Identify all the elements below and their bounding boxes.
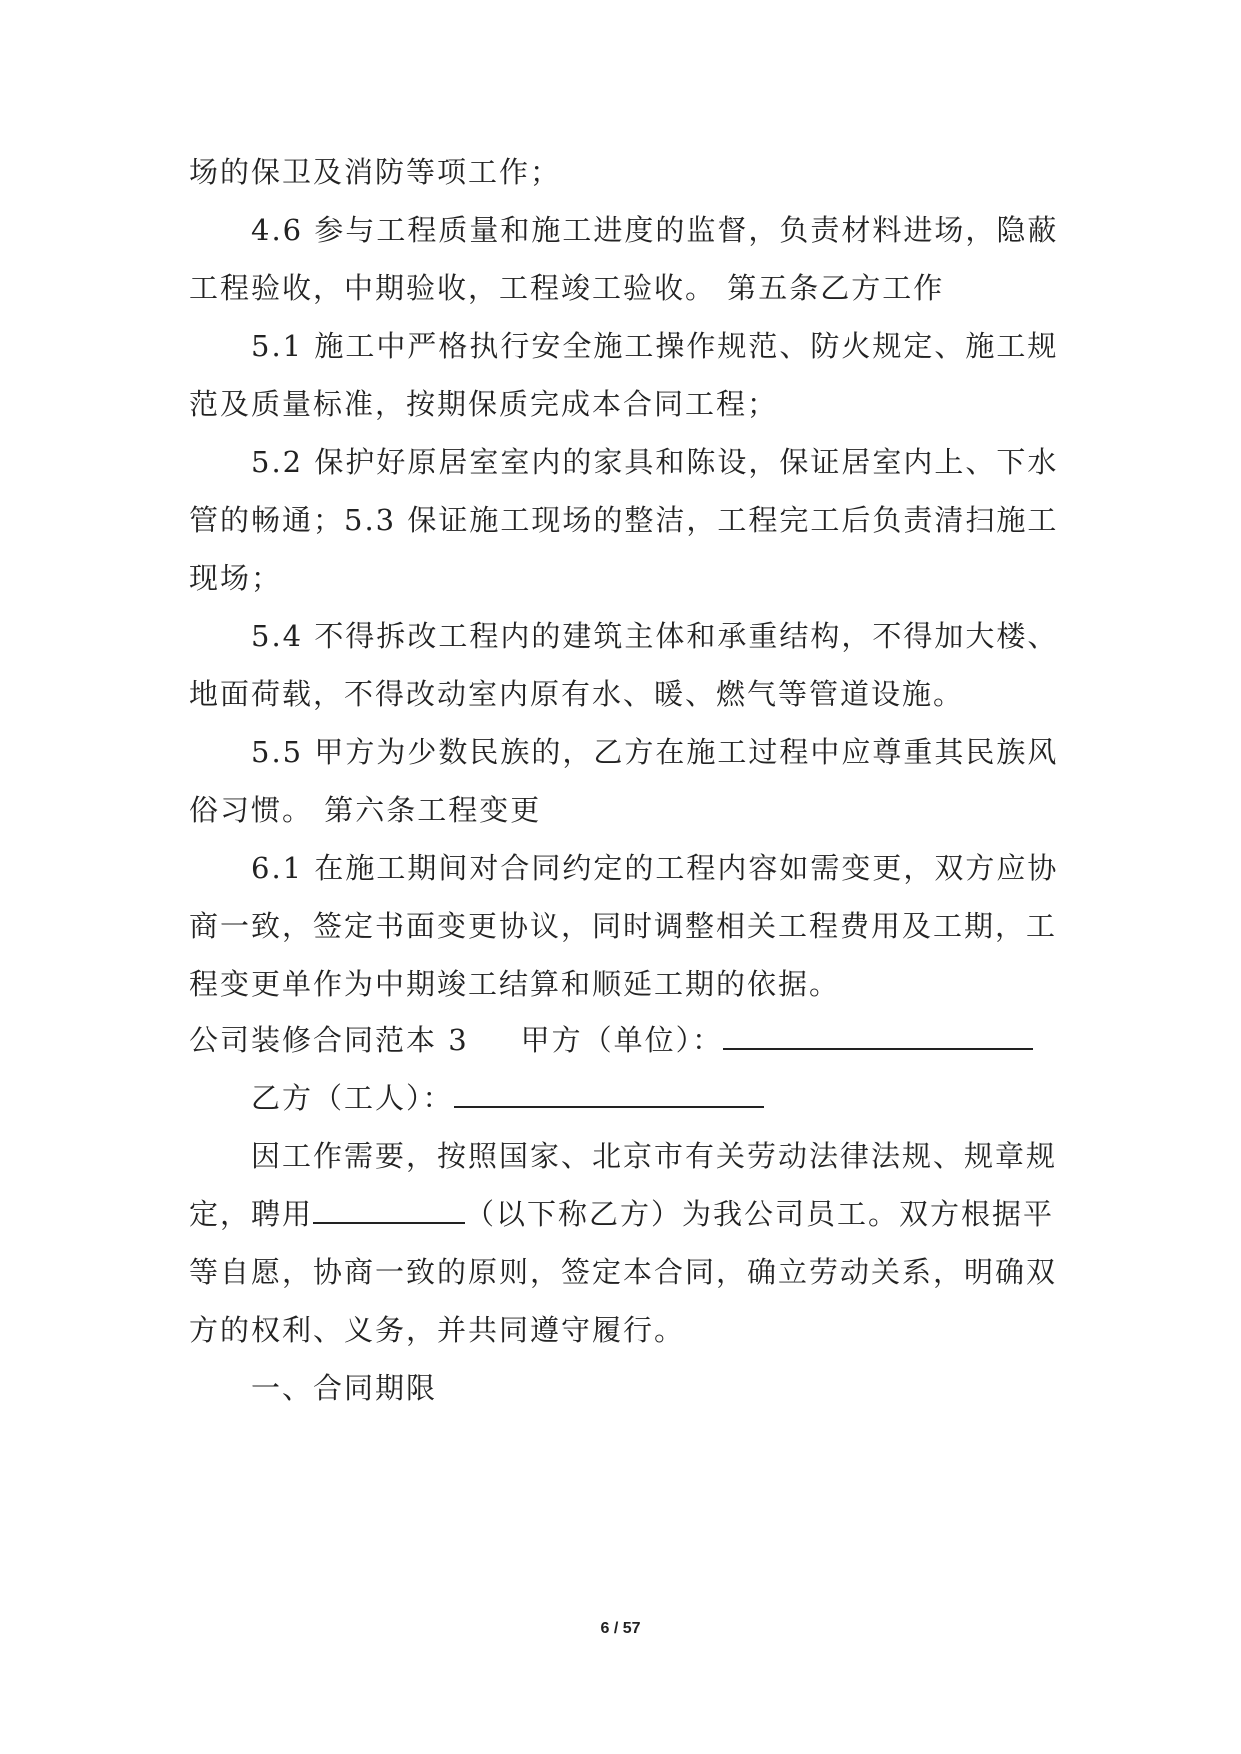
text-line: 俗习惯。 第六条工程变更 [189, 793, 542, 827]
text-line: 5.5 甲方为少数民族的，乙方在施工过程中应尊重其民族风 [251, 735, 1059, 769]
text-line: 程变更单作为中期竣工结算和顺延工期的依据。 [189, 967, 841, 1001]
text-line: 场的保卫及消防等项工作； [189, 155, 562, 189]
party-b-label: 乙方（工人）： [251, 1081, 454, 1115]
text-line: 管的畅通；5.3 保证施工现场的整洁，工程完工后负责清扫施工 [189, 503, 1059, 537]
text-segment: 定，聘用 [189, 1197, 314, 1231]
text-line: 5.4 不得拆改工程内的建筑主体和承重结构，不得加大楼、 [251, 619, 1059, 653]
text-line: 商一致，签定书面变更协议，同时调整相关工程费用及工期，工 [189, 909, 1058, 943]
party-a-blank[interactable] [723, 1020, 1033, 1050]
text-line [189, 1194, 1054, 1234]
party-b-blank[interactable] [454, 1078, 764, 1108]
text-line: 地面荷载，不得改动室内原有水、暖、燃气等管道设施。 [189, 677, 965, 711]
employee-name-blank[interactable] [313, 1194, 465, 1224]
section-heading: 一、合同期限 [251, 1371, 438, 1405]
page-number: 6 / 57 [600, 1620, 641, 1637]
text-line: 因工作需要，按照国家、北京市有关劳动法律法规、规章规 [251, 1139, 1058, 1173]
text-line: 5.1 施工中严格执行安全施工操作规范、防火规定、施工规 [251, 329, 1059, 363]
text-line: 方的权利、义务，并共同遵守履行。 [189, 1313, 686, 1347]
text-line: 5.2 保护好原居室室内的家具和陈设，保证居室内上、下水 [251, 445, 1059, 479]
text-line: 6.1 在施工期间对合同约定的工程内容如需变更，双方应协 [251, 851, 1059, 885]
party-a-label: 甲方（单位）： [520, 1023, 724, 1057]
party-b-line [251, 1078, 764, 1118]
text-segment: （以下称乙方）为我公司员工。双方根据平 [465, 1197, 1055, 1231]
contract-heading-line [189, 1020, 1033, 1060]
text-line: 范及质量标准，按期保质完成本合同工程； [189, 387, 779, 421]
contract-heading: 公司装修合同范本 3 [189, 1023, 469, 1057]
text-line: 现场； [189, 561, 283, 595]
text-line: 等自愿，协商一致的原则，签定本合同，确立劳动关系，明确双 [189, 1255, 1058, 1289]
text-line: 4.6 参与工程质量和施工进度的监督，负责材料进场，隐蔽 [251, 213, 1059, 247]
text-line: 工程验收，中期验收，工程竣工验收。 第五条乙方工作 [189, 271, 945, 305]
